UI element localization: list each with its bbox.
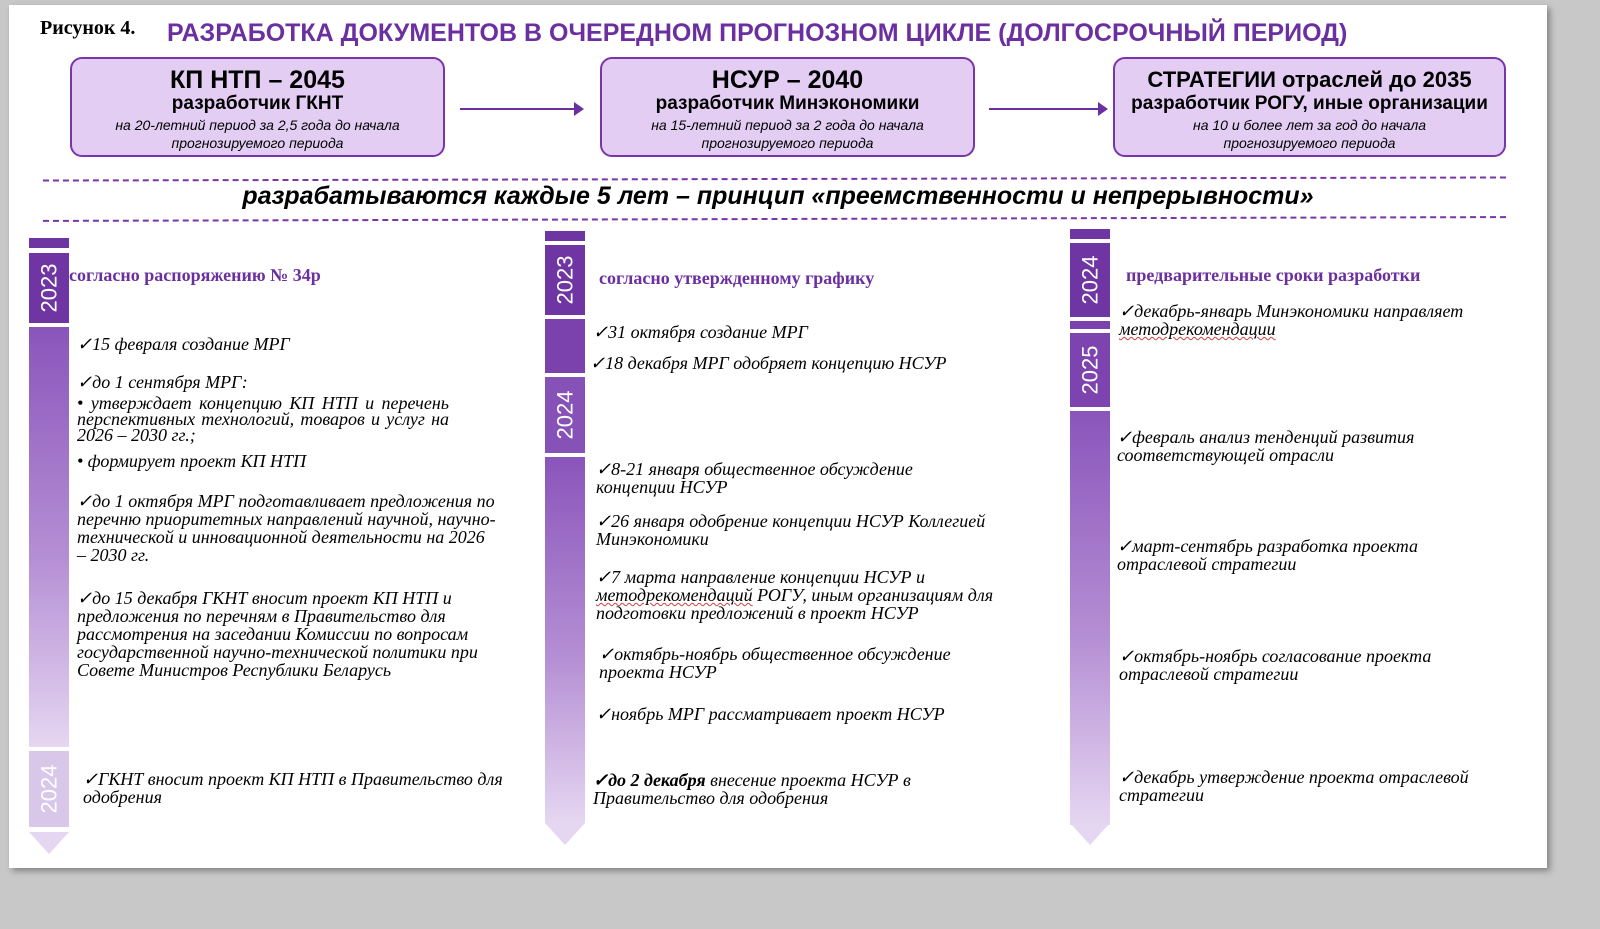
event-item: ✓18 декабря МРГ одобряет концепцию НСУР	[590, 353, 947, 373]
box-developer: разработчик РОГУ, иные организации	[1131, 93, 1488, 114]
divider-bottom	[43, 216, 1506, 222]
arrow-right-2	[989, 108, 1106, 110]
event-item: ✓декабрь утверждение проекта отраслевой стратегии	[1119, 767, 1469, 805]
event-item: ✓декабрь-январь Минэкономики направляет методрекомендации	[1119, 301, 1464, 339]
year-label-2025: 2025	[1070, 333, 1110, 407]
box-title: НСУР – 2040	[711, 66, 864, 94]
event-item: ✓октябрь-ноябрь согласование проекта отраслевой стратегии	[1119, 646, 1432, 684]
box-title: КП НТП – 2045	[170, 66, 345, 94]
event-bullet: • утверждает концепцию КП НТП и перечень перспективных технологий, товаров и услуг на 2026 – 2030 гг.;	[77, 393, 449, 445]
box-period-line2: прогнозируемого периода	[701, 135, 874, 151]
timeline-cap	[1070, 229, 1110, 239]
event-item: ✓7 марта направление концепции НСУР и методрекомендаций РОГУ, иным организациям для подготовки предложений в проект НСУР	[596, 567, 994, 623]
figure-label: Рисунок 4.	[40, 17, 136, 39]
box-period-line1: на 15-летний период за 2 года до начала	[651, 117, 924, 133]
box-developer: разработчик ГКНТ	[171, 93, 344, 114]
year-label-2023: 2023	[29, 253, 69, 323]
box-strategies	[1113, 57, 1506, 157]
box-period-line1: на 20-летний период за 2,5 года до начала	[115, 117, 400, 133]
page-title: РАЗРАБОТКА ДОКУМЕНТОВ В ОЧЕРЕДНОМ ПРОГНОЗНОМ ЦИКЛЕ (ДОЛГОСРОЧНЫЙ ПЕРИОД)	[167, 19, 1348, 47]
event-bullet: • формирует проект КП НТП	[77, 451, 307, 471]
slide	[9, 5, 1547, 868]
event-item: ✓ГКНТ вносит проект КП НТП в Правительство для одобрения	[83, 769, 503, 807]
box-period-line1: на 10 и более лет за год до начала	[1192, 117, 1427, 133]
event-item: ✓до 2 декабря внесение проекта НСУР в Правительство для одобрения	[593, 770, 911, 808]
timeline-cap	[545, 231, 585, 241]
box-title: СТРАТЕГИИ отраслей до 2035	[1147, 67, 1472, 92]
column-heading: согласно распоряжению № 34р	[69, 265, 321, 285]
timeline-bar	[29, 327, 69, 747]
year-label-2023: 2023	[545, 245, 585, 315]
timeline-bar	[1070, 321, 1110, 329]
box-period-line2: прогнозируемого периода	[1223, 135, 1396, 151]
timeline-bar	[545, 319, 585, 373]
arrow-right-1	[460, 108, 582, 110]
box-kp-ntp	[70, 57, 445, 157]
event-item: ✓до 15 декабря ГКНТ вносит проект КП НТП и предложения по перечням в Правительство для рассмотрения на заседании Комиссии по вопросам государственной научно-технической политики при Совете Министров Республики Беларусь	[77, 588, 478, 680]
event-item: ✓февраль анализ тенденций развития соответствующей отрасли	[1117, 427, 1415, 465]
box-period-line2: прогнозируемого периода	[171, 135, 344, 151]
year-label-2024: 2024	[545, 377, 585, 453]
timeline-arrow-tip	[29, 832, 69, 854]
timeline-bar	[1070, 411, 1110, 825]
box-developer: разработчик Минэкономики	[655, 93, 920, 114]
year-label-2024: 2024	[29, 751, 69, 827]
event-item: ✓до 1 сентября МРГ:	[77, 372, 248, 392]
principle-text: разрабатываются каждые 5 лет – принцип «преемственности и непрерывности»	[242, 182, 1314, 210]
event-item: ✓8-21 января общественное обсуждение концепции НСУР	[596, 459, 913, 497]
column-heading: согласно утвержденному графику	[599, 268, 875, 288]
event-item: ✓ноябрь МРГ рассматривает проект НСУР	[596, 704, 945, 724]
divider-top	[43, 176, 1506, 181]
timeline-arrow-tip	[545, 823, 585, 845]
timeline-bar	[545, 457, 585, 823]
event-item: ✓26 января одобрение концепции НСУР Коллегией Минэкономики	[596, 511, 986, 549]
column-heading: предварительные сроки разработки	[1126, 265, 1421, 285]
event-item: ✓октябрь-ноябрь общественное обсуждение проекта НСУР	[599, 644, 951, 682]
box-nsur	[600, 57, 975, 157]
event-item: ✓март-сентябрь разработка проекта отраслевой стратегии	[1117, 536, 1419, 574]
event-item: ✓до 1 октября МРГ подготавливает предложения по перечню приоритетных направлений научной, научно-технической и инновационной деятельности на 2026 – 2030 гг.	[77, 491, 496, 565]
timeline-arrow-tip	[1070, 823, 1110, 845]
year-label-2024: 2024	[1070, 243, 1110, 317]
event-item: ✓31 октября создание МРГ	[593, 322, 808, 342]
timeline-cap	[29, 238, 69, 248]
event-item: ✓15 февраля создание МРГ	[77, 334, 290, 354]
